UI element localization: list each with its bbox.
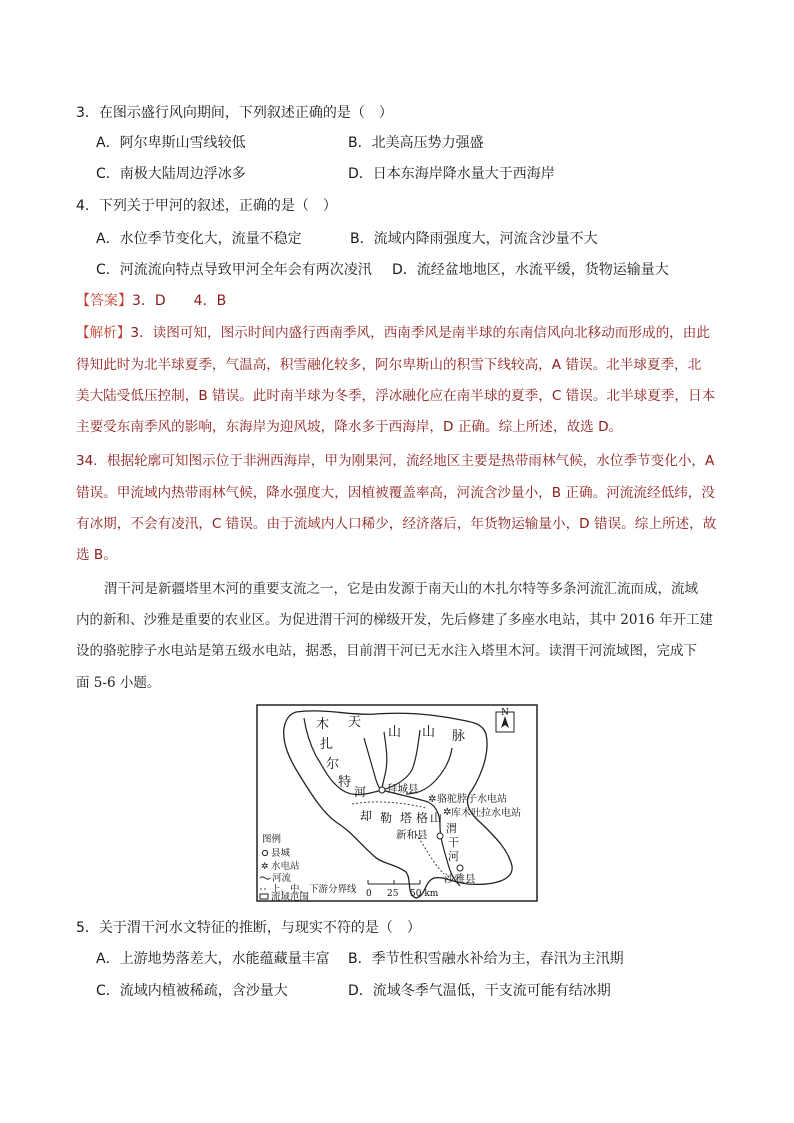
intro-line-2: 设的骆驼脖子水电站是第五级水电站，据悉，目前渭干河已无水注入塔里木河。读渭干河流域图，完成下 (76, 643, 697, 659)
label-ge: 格 (416, 811, 429, 825)
river-label-mu: 木 (316, 717, 330, 732)
station-marker-2: ✲ (443, 807, 452, 818)
q3-option-a: A．阿尔卑斯山雪线较低 (96, 135, 246, 151)
legend-station-icon: ✲ (261, 862, 269, 872)
shaya-label: 沙雅县 (444, 873, 476, 885)
label-wei: 渭 (446, 822, 457, 835)
answer-text: 3．D 4．B (132, 293, 227, 309)
station2-label: 库木吐拉水电站 (451, 808, 521, 819)
analysis-line-5: 错误。甲流域内热带雨林气候，降水强度大，因植被覆盖率高，河流含沙量小，B 正确。河流流经低纬，没 (76, 485, 715, 501)
label-le: 勒 (380, 811, 393, 825)
river-label-he: 河 (354, 785, 367, 799)
legend-basin: 流域范围 (271, 892, 310, 902)
q5-option-b: B．季节性积雪融水补给为主，春汛为主汛期 (348, 951, 624, 967)
analysis-line-7: 选 B。 (76, 547, 117, 563)
q3-option-b: B．北美高压势力强盛 (348, 135, 484, 151)
baicheng-label: 拜城县 (387, 783, 419, 795)
intro-line-1: 内的新和、沙雅是重要的农业区。为促进渭干河的梯级开发，先后修建了多座水电站，其中 2016 年开工建 (76, 612, 713, 628)
legend-station: 水电站 (271, 861, 300, 872)
q3-option-d: D．日本东海岸降水量大于西海岸 (348, 166, 555, 182)
county-marker-baicheng (379, 787, 385, 793)
mountain-label-shan1: 山 (388, 725, 402, 740)
mountain-label-shan2: 山 (422, 725, 436, 740)
answer-tag: 【答案】 (76, 293, 132, 309)
scale-25: 25 (387, 889, 399, 899)
mountain-label-mai: 脉 (452, 729, 466, 744)
label-gan: 干 (448, 836, 459, 849)
river-label-er: 尔 (326, 757, 340, 772)
label-ta: 塔 (400, 811, 413, 825)
station-marker-1: ✲ (428, 794, 437, 805)
q5-stem: 5．关于渭干河水文特征的推断，与现实不符的是（ ） (76, 920, 421, 936)
legend-boundary: 上、中、下游分界线 (271, 884, 357, 895)
station1-label: 骆驼脖子水电站 (437, 794, 507, 805)
xinhe-label: 新和县 (396, 829, 428, 841)
q5-option-c: C．流域内植被稀疏，含沙量大 (96, 983, 288, 999)
north-label: N (501, 708, 509, 718)
county-marker-xinhe (437, 833, 443, 839)
q4-option-d: D．流经盆地地区，水流平缓，货物运输量大 (392, 262, 669, 278)
analysis-line-1: 得知此时为北半球夏季，气温高，积雪融化较多，阿尔卑斯山的积雪下线较高，A 错误。北半球夏季，北 (76, 357, 702, 373)
county-marker-shaya (457, 865, 463, 871)
analysis-line-3: 主要受东南季风的影响，东海岸为迎风坡，降水多于西海岸，D 正确。综上所述，故选 D。 (76, 419, 623, 435)
intro-line-0: 渭干河是新疆塔里木河的重要支流之一，它是由发源于南天山的木扎尔特等多条河流汇流而成，流域 (104, 581, 698, 597)
analysis-line-0: 【解析】3．读图可知，图示时间内盛行西南季风，西南季风是南半球的东南信风向北移动而形成的，由此 (76, 325, 710, 341)
analysis-line-2: 美大陆受低压控制，B 错误。此时南半球为冬季，浮冰融化应在南半球的夏季，C 错误。北半球夏季，日本 (76, 388, 716, 404)
legend-title: 图例 (262, 834, 282, 845)
q4-option-c: C．河流流向特点导致甲河全年会有两次凌汛 (96, 262, 372, 278)
scale-50: 50 km (410, 889, 439, 899)
q3-option-c: C．南极大陆周边浮冰多 (96, 166, 246, 182)
analysis-line-6: 有冰期，不会有凌汛，C 错误。由于流域内人口稀少，经济落后，年货物运输量小，D 错误。综上所述，故 (76, 516, 717, 532)
q4-option-b: B．流域内降雨强度大，河流含沙量不大 (350, 231, 598, 247)
intro-line-3: 面 5-6 小题。 (76, 675, 161, 691)
q4-option-a: A．水位季节变化大，流量不稳定 (96, 231, 302, 247)
mountain-label-tian: 天 (348, 715, 362, 730)
river-label-zha: 扎 (320, 737, 334, 752)
analysis-tag: 【解析】 (76, 325, 131, 341)
label-shan3: 山 (430, 811, 443, 825)
q5-option-a: A．上游地势落差大，水能蕴藏量丰富 (96, 951, 330, 967)
answer-row (76, 291, 226, 311)
q4-stem: 4．下列关于甲河的叙述，正确的是（ ） (76, 198, 337, 214)
weigan-river-basin-map (256, 704, 538, 902)
legend-river: 河流 (272, 873, 292, 884)
scale-0: 0 (366, 889, 372, 899)
river-label-te: 特 (338, 775, 352, 790)
q3-stem: 3．在图示盛行风向期间，下列叙述正确的是（ ） (76, 105, 393, 121)
label-he2: 河 (448, 850, 459, 863)
q5-option-d: D．流域冬季气温低，干支流可能有结冰期 (348, 983, 611, 999)
label-que: 却 (360, 809, 373, 823)
legend-county: 县城 (271, 848, 291, 859)
analysis-line-4: 34．根据轮廓可知图示位于非洲西海岸，甲为刚果河，流经地区主要是热带雨林气候，水位季节变化小，A (76, 453, 715, 469)
